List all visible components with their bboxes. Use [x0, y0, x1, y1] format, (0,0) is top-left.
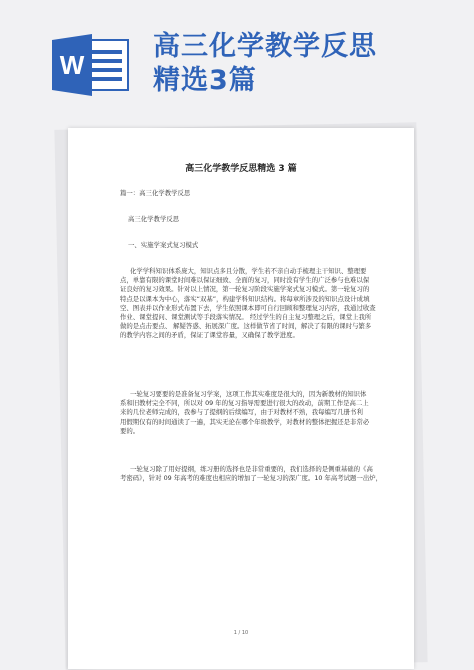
paragraph-line: 用假期仅有的时间通读了一遍，其实无论在哪个年级教学，对教材的整体把握还是非常必	[120, 417, 370, 426]
page-title-line2: 精选3篇	[153, 65, 257, 96]
paragraph-line: 来的几位老师完成的，我参与了提纲的后续编写，由于对教材不熟，我每编写几册书利	[120, 408, 363, 417]
word-document-icon	[52, 34, 132, 96]
document-subtitle: 高三化学教学反思	[128, 215, 180, 223]
paragraph-line: 一轮复习除了用好提纲，练习册的选择也是非常重要的，我们选择的是侧重基础的《高	[130, 465, 373, 473]
paragraph-line: 做的是点击要点、 解疑答惑、拓展深广度。这样做节省了时间，解决了有限的课时与繁多	[120, 322, 372, 331]
document-title: 高三化学教学反思精选 3 篇	[185, 164, 297, 174]
paragraph-line: 特点是以课本为中心，落实“双基”，构建学科知识结构。将每章所涉及的知识点设计成填	[120, 294, 370, 303]
paragraph-1	[120, 267, 382, 341]
paragraph-2	[120, 390, 382, 436]
part-heading: 篇一：高三化学教学反思	[120, 189, 191, 197]
section-heading: 一、实施学案式复习模式	[128, 241, 199, 249]
paragraph-line: 一轮复习要要的是准备复习学案，这项工作其实难度是很大的，因为新教材的知识体	[130, 390, 367, 398]
paragraph-line: 系和旧教材完全不同，所以对 09 年的复习指导需要进行很大的改动，前期工作是高二上	[120, 399, 369, 408]
paragraph-line: 化学学科知识体系庞大，知识点多且分散，学生若不亲自动手梳理主干知识、整理要	[130, 267, 367, 275]
page-title-line1: 高三化学教学反思	[153, 31, 377, 62]
paragraph-line: 考密码》，针对 09 年高考的难度也相应的增加了一轮复习的深广度。10 年高考试题一出炉，	[120, 474, 382, 483]
paragraph-line: 作业、课堂提问、课堂测试等手段落实情况。 经过学生的自主复习整理之后，课堂上我所	[120, 313, 372, 322]
paragraph-line: 空、图表并以作业形式布置下去，学生依照课本即可自行回顾和整理复习内容，我通过收查	[120, 303, 376, 312]
paragraph-line: 证良好的复习效果。针对以上情况，第一轮复习阶段实施学案式复习模式。第一轮复习的	[120, 285, 370, 294]
paragraph-line: 要的。	[120, 426, 140, 435]
banner-header	[0, 0, 474, 110]
paragraph-line: 的教学内容之间的矛盾，保证了课堂容量，又确保了教学进度。	[120, 331, 299, 340]
logo-letter: W	[59, 50, 85, 80]
document-page	[68, 128, 414, 669]
page-number: 1 / 10	[233, 630, 249, 636]
page-title	[153, 30, 453, 98]
paragraph-3	[120, 465, 382, 483]
paragraph-line: 点，单靠有限的课堂时间难以保证细致、全面的复习，同时没有学生的广泛参与也难以保	[120, 276, 370, 285]
